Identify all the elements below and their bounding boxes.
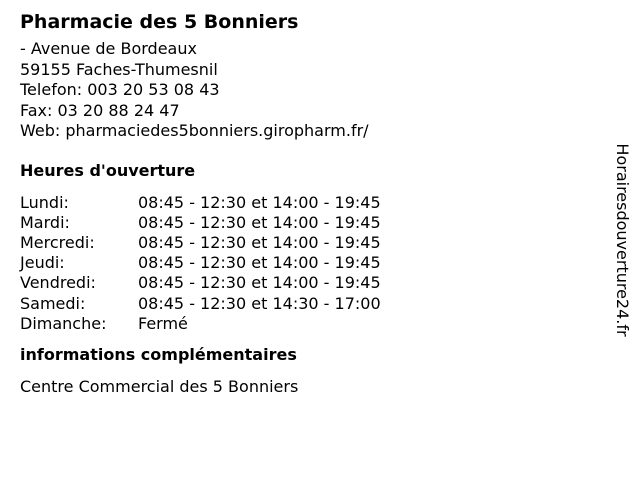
day-label: Mardi: — [20, 212, 70, 232]
day-label: Vendredi: — [20, 273, 96, 293]
day-hours: 08:45 - 12:30 et 14:30 - 17:00 — [138, 293, 381, 313]
day-hours: 08:45 - 12:30 et 14:00 - 19:45 — [138, 212, 381, 232]
day-label: Jeudi: — [20, 253, 65, 273]
day-label: Mercredi: — [20, 232, 95, 252]
phone-number: Telefon: 003 20 53 08 43 — [20, 80, 220, 99]
hours-row-friday — [20, 273, 381, 293]
hours-row-monday — [20, 193, 381, 213]
day-hours: 08:45 - 12:30 et 14:00 - 19:45 — [138, 253, 381, 273]
additional-info-heading: informations complémentaires — [20, 344, 297, 364]
fax-number: Fax: 03 20 88 24 47 — [20, 100, 180, 120]
pharmacy-card — [20, 8, 600, 397]
day-label: Dimanche: — [20, 313, 107, 333]
hours-row-saturday — [20, 294, 381, 314]
additional-info-text: Centre Commercial des 5 Bonniers — [20, 376, 299, 396]
hours-row-wednesday — [20, 233, 381, 253]
address-line-city: 59155 Faches-Thumesnil — [20, 59, 218, 79]
pharmacy-name: Pharmacie des 5 Bonniers — [20, 11, 299, 33]
hours-row-sunday — [20, 314, 381, 334]
day-hours: 08:45 - 12:30 et 14:00 - 19:45 — [138, 232, 381, 252]
day-label: Lundi: — [20, 192, 69, 212]
website-link: Web: pharmaciedes5bonniers.giropharm.fr/ — [20, 121, 369, 140]
opening-hours-heading: Heures d'ouverture — [20, 160, 196, 180]
hours-row-tuesday — [20, 213, 381, 233]
day-hours: 08:45 - 12:30 et 14:00 - 19:45 — [138, 273, 381, 293]
site-watermark: Horairesdouverture24.fr — [613, 143, 632, 337]
day-hours: 08:45 - 12:30 et 14:00 - 19:45 — [138, 192, 381, 212]
day-hours: Fermé — [138, 313, 188, 333]
hours-row-thursday — [20, 253, 381, 273]
day-label: Samedi: — [20, 293, 86, 313]
opening-hours-table — [20, 193, 381, 334]
address-line-street: - Avenue de Bordeaux — [20, 39, 197, 58]
